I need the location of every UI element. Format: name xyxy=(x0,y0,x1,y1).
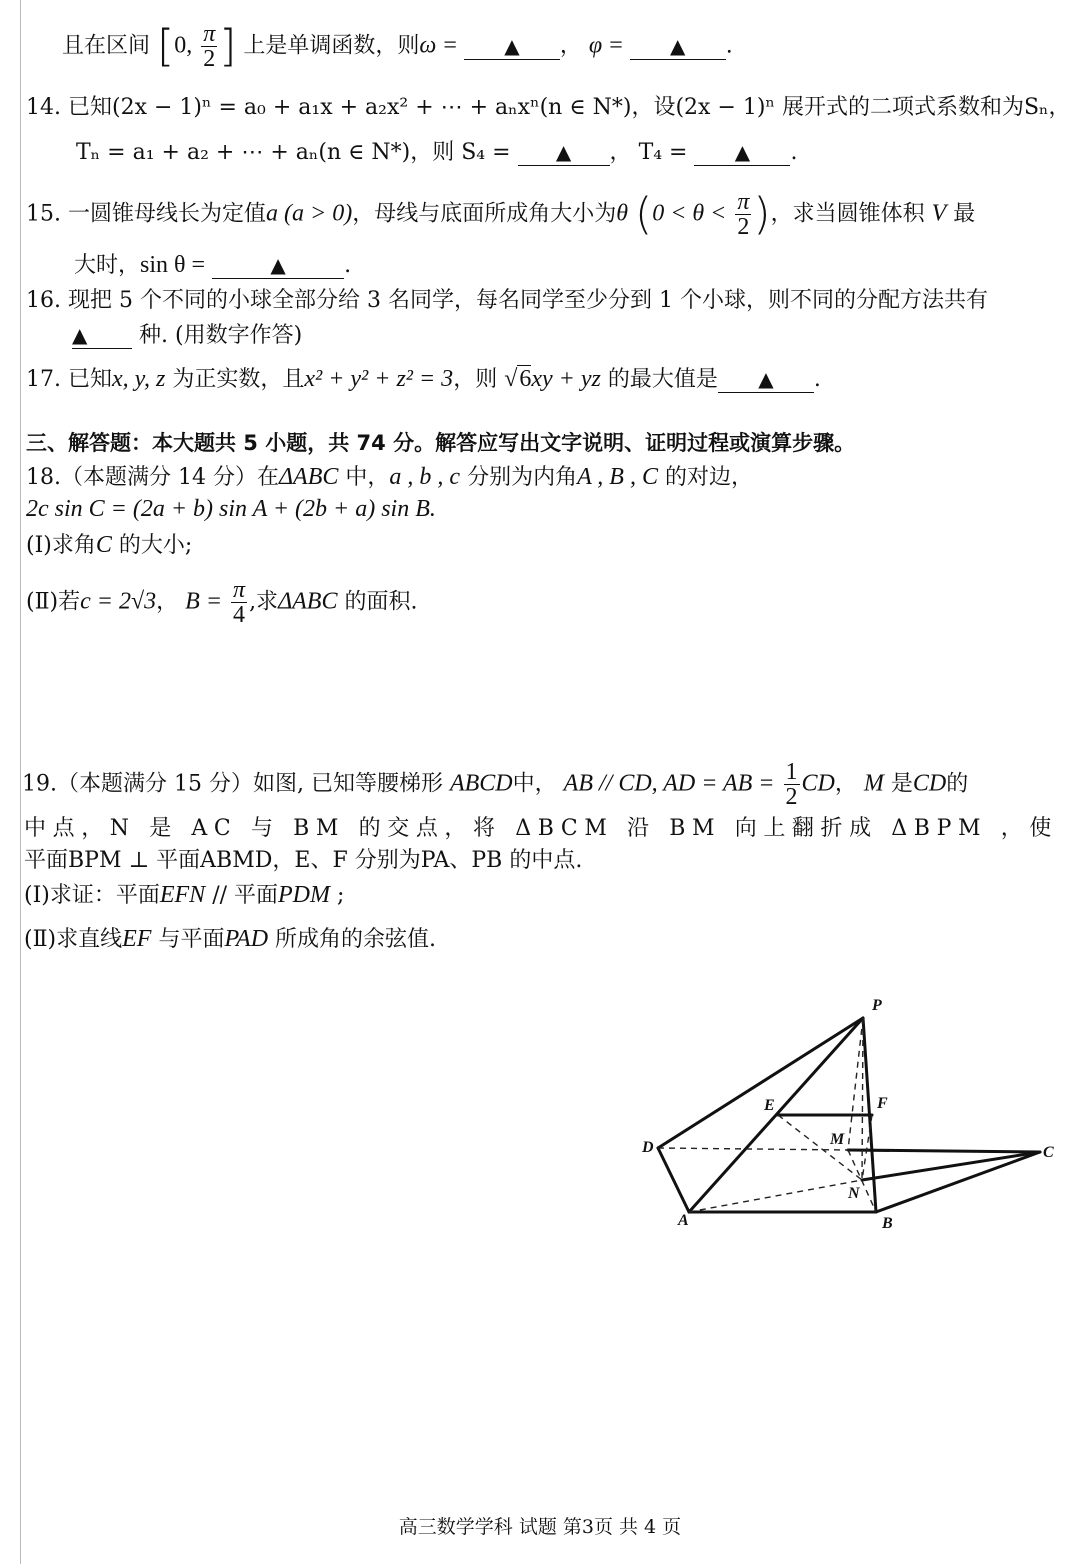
answer-blank-t4[interactable]: ▲ xyxy=(694,139,790,166)
q13-text: 且在区间 xyxy=(62,33,151,59)
left-margin-line xyxy=(20,0,21,1564)
q18-line-1: 18.（本题满分 14 分）在ΔABC 中，a , b , c 分别为内角A , B , C 的对边， xyxy=(26,464,753,490)
q16-number: 16. xyxy=(26,288,61,313)
edge-nc xyxy=(862,1152,1040,1180)
label-f: F xyxy=(877,1095,888,1112)
edge-pb xyxy=(863,1018,876,1212)
label-d: D xyxy=(642,1139,654,1156)
figure-labels xyxy=(641,997,1054,1232)
label-c: C xyxy=(1043,1144,1054,1161)
label-e: E xyxy=(764,1097,775,1114)
label-m: M xyxy=(830,1131,845,1148)
q19-line-2: 中点，N 是 AC 与 BM 的交点，将 ΔBCM 沿 BM 向上翻折成 ΔBPM ，使 xyxy=(24,816,1058,841)
q18-fraction: $\frac{\pi}{4}$ xyxy=(233,577,246,628)
edge-pd xyxy=(658,1018,863,1148)
q14-line-1 xyxy=(26,93,1071,123)
q14-text: 已知(2x − 1)ⁿ = a₀ + a₁x + a₂x² + ⋯ + aₙxⁿ(n ∈ N*)，设(2x − 1)ⁿ 展开式的二项式系数和为Sₙ， xyxy=(68,95,1071,120)
answer-blank-q17[interactable]: ▲ xyxy=(718,366,814,393)
label-n: N xyxy=(848,1185,860,1202)
q15-fraction: $\frac{\pi}{2}$ xyxy=(737,189,750,240)
q13-line: 且在区间 [0, $\frac{\pi}{2}$ ] 上是单调函数，则ω = ▲ ， φ = ▲ . xyxy=(62,20,733,72)
edge-da xyxy=(658,1148,689,1212)
q17-line: 17. 已知x, y, z 为正实数，且x² + y² + z² = 3，则 √6xy + yz 的最大值是 ▲ . xyxy=(26,366,821,392)
q14-number: 14. xyxy=(26,95,61,120)
answer-blank-omega[interactable]: ▲ xyxy=(464,33,560,60)
answer-blank-phi[interactable]: ▲ xyxy=(630,33,726,60)
section-3-heading: 三、解答题：本大题共 5 小题，共 74 分。解答应写出文字说明、证明过程或演算步骤。 xyxy=(26,431,856,455)
q18-part-2: (Ⅱ)若c = 2√3， B = $\frac{\pi}{4}$ ,求ΔABC 的面积. xyxy=(26,577,418,628)
answer-blank-q16[interactable]: ▲ xyxy=(72,322,132,349)
q19-part-1: (Ⅰ)求证：平面EFN // 平面PDM ; xyxy=(24,882,345,908)
q13-fraction: $\frac{\pi}{2}$ xyxy=(203,21,216,72)
solid-edges xyxy=(658,1018,1040,1212)
label-b: B xyxy=(882,1215,893,1232)
dashed-edges xyxy=(658,1018,876,1212)
edge-mc xyxy=(848,1150,1040,1152)
edge-pa xyxy=(689,1018,863,1212)
q19-part-2: (Ⅱ)求直线EF 与平面PAD 所成角的余弦值. xyxy=(24,926,437,952)
label-p: P xyxy=(872,997,882,1014)
q14-line-2: Tₙ = a₁ + a₂ + ⋯ + aₙ(n ∈ N*)，则 S₄ = ▲ ， T₄ = ▲ . xyxy=(76,140,798,165)
q15-number: 15. xyxy=(26,201,61,227)
q19-line-3: 平面BPM ⊥ 平面ABMD，E、F 分别为PA、PB 的中点. xyxy=(24,848,583,873)
q18-part-1: (Ⅰ)求角C 的大小; xyxy=(26,532,193,558)
edge-bc xyxy=(876,1152,1040,1212)
q15-line-1: 15. 一圆锥母线长为定值a (a > 0)，母线与底面所成角大小为θ (0 < θ < $\frac{\pi}{2}$ )，求当圆锥体积 V 最 xyxy=(26,188,976,240)
q19-fraction: $\frac{1}{2}$ xyxy=(785,759,798,810)
q15-line-2: 大时，sin θ = ▲ . xyxy=(74,252,352,278)
q19-line-1: 19.（本题满分 15 分）如图, 已知等腰梯形 ABCD中， AB // CD, AD = AB = $\frac{1}{2}$ CD， M 是CD的 xyxy=(22,759,969,810)
page-footer: 高三数学学科 试题 第3页 共 4 页 xyxy=(398,1516,682,1538)
q18-equation: 2c sin C = (2a + b) sin A + (2b + a) sin B. xyxy=(26,496,436,522)
q16-line-1: 16. 现把 5 个不同的小球全部分给 3 名同学，每名同学至少分到 1 个小球，则不同的分配方法共有 xyxy=(26,288,988,313)
label-a: A xyxy=(678,1212,689,1229)
answer-blank-s4[interactable]: ▲ xyxy=(518,139,610,166)
q16-line-2: ▲ 种. (用数字作答) xyxy=(72,323,303,348)
q17-number: 17. xyxy=(26,367,61,392)
answer-blank-sin-theta[interactable]: ▲ xyxy=(212,252,344,279)
